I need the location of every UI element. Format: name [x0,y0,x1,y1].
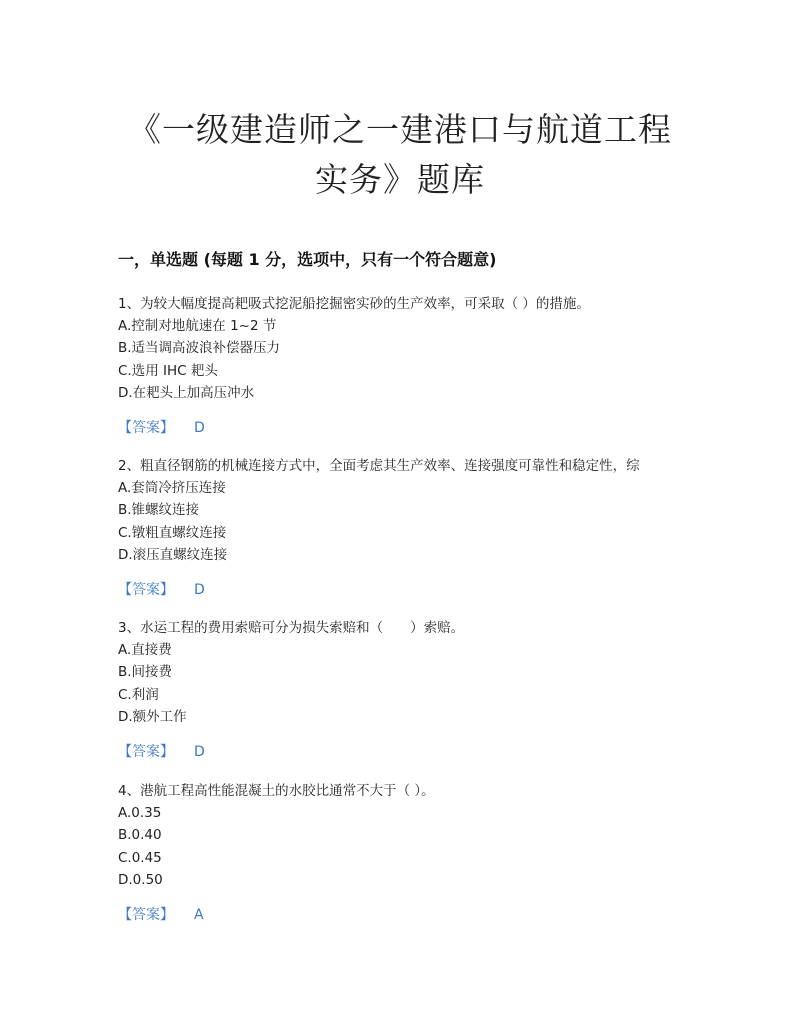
answer-value: A [194,907,204,924]
option-b: B.适当调高波浪补偿器压力 [118,340,281,357]
question-3 [118,617,718,762]
question-1 [118,293,718,438]
document-title-line-2: 实务》题库 [315,160,485,199]
question-stem: 2、粗直径钢筋的机械连接方式中，全面考虑其生产效率、连接强度可靠性和稳定性，综 [118,458,640,474]
option-b: B.间接费 [118,664,173,681]
answer-value: D [194,582,205,599]
question-stem: 4、港航工程高性能混凝土的水胶比通常不大于（ ）。 [118,783,435,799]
option-d: D.滚压直螺纹连接 [118,546,228,563]
option-d: D.额外工作 [118,708,187,725]
option-d: D.0.50 [118,871,163,888]
option-b: B.0.40 [118,827,162,844]
question-2 [118,455,718,600]
answer-line [118,580,718,600]
option-a: A.套筒冷挤压连接 [118,480,226,496]
option-a: A.直接费 [118,642,172,658]
answer-label: 【答案】 [118,582,174,599]
option-b: B.锥螺纹连接 [118,502,200,519]
answer-label: 【答案】 [118,420,174,437]
option-a: A.0.35 [118,805,162,821]
option-c: C.选用 IHC 耙头 [118,362,218,379]
question-stem: 1、为较大幅度提高耙吸式挖泥船挖掘密实砂的生产效率，可采取（ ）的措施。 [118,296,590,312]
option-a: A.控制对地航速在 1~2 节 [118,318,277,334]
answer-value: D [194,420,205,437]
option-c: C.利润 [118,686,159,703]
option-d: D.在耙头上加高压冲水 [118,384,255,401]
option-c: C.镦粗直螺纹连接 [118,524,227,541]
answer-line [118,905,718,925]
option-c: C.0.45 [118,849,162,866]
answer-label: 【答案】 [118,907,174,924]
document-title-line-1: 《一级建造师之一建港口与航道工程 [128,110,672,149]
answer-line [118,742,718,762]
answer-line [118,418,718,438]
question-4 [118,780,718,925]
answer-value: D [194,744,205,761]
question-stem: 3、水运工程的费用索赔可分为损失索赔和（ ）索赔。 [118,620,465,636]
section-heading: 一，单选题 (每题 1 分，选项中，只有一个符合题意) [118,250,497,269]
answer-label: 【答案】 [118,744,174,761]
